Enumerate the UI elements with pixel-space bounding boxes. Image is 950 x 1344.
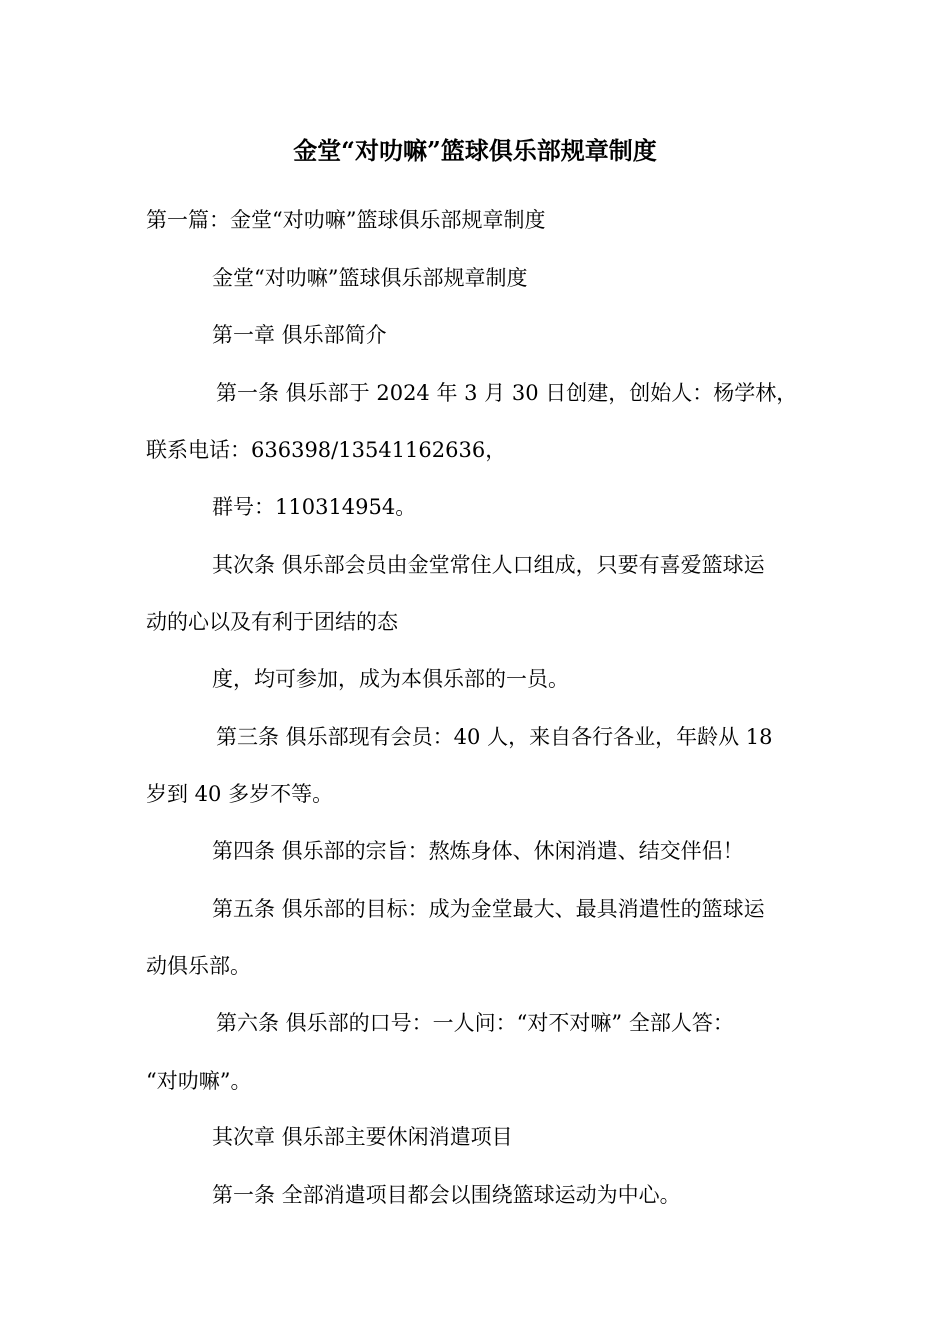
article-5-line-2: 动俱乐部。 <box>146 954 251 978</box>
article-2-line-1: 其次条 俱乐部会员由金堂常住人口组成，只要有喜爱篮球运 <box>212 553 765 577</box>
article-3-line-1: 第三条 俱乐部现有会员：40 人，来自各行各业，年龄从 18 <box>216 725 773 749</box>
article-2-line-2: 动的心以及有利于团结的态 <box>146 610 398 634</box>
article-1-line-1: 第一条 俱乐部于 2024 年 3 月 30 日创建，创始人：杨学林， <box>216 381 798 405</box>
article-5-line-1: 第五条 俱乐部的目标：成为金堂最大、最具消遣性的篮球运 <box>212 897 765 921</box>
article-1-line-2: 联系电话：636398/13541162636， <box>146 438 507 462</box>
article-6-line-1: 第六条 俱乐部的口号：一人问：“对不对嘛” 全部人答： <box>216 1011 734 1035</box>
article-4-line: 第四条 俱乐部的宗旨：熬炼身体、休闲消遣、结交伴侣！ <box>212 839 744 863</box>
document-title: 金堂“对叻嘛”篮球俱乐部规章制度 <box>293 136 657 165</box>
chapter-2-heading: 其次章 俱乐部主要休闲消遣项目 <box>212 1125 513 1149</box>
article-3-line-2: 岁到 40 多岁不等。 <box>146 782 334 806</box>
part-heading: 第一篇：金堂“对叻嘛”篮球俱乐部规章制度 <box>146 208 546 232</box>
subtitle-line: 金堂“对叻嘛”篮球俱乐部规章制度 <box>212 266 528 290</box>
group-number-line: 群号：110314954。 <box>212 495 417 519</box>
article-2-line-3: 度，均可参加，成为本俱乐部的一员。 <box>212 667 569 691</box>
chapter-2-article-1-line: 第一条 全部消遣项目都会以围绕篮球运动为中心。 <box>212 1183 681 1207</box>
article-6-line-2: “对叻嘛”。 <box>146 1069 252 1093</box>
chapter-1-heading: 第一章 俱乐部简介 <box>212 323 387 347</box>
